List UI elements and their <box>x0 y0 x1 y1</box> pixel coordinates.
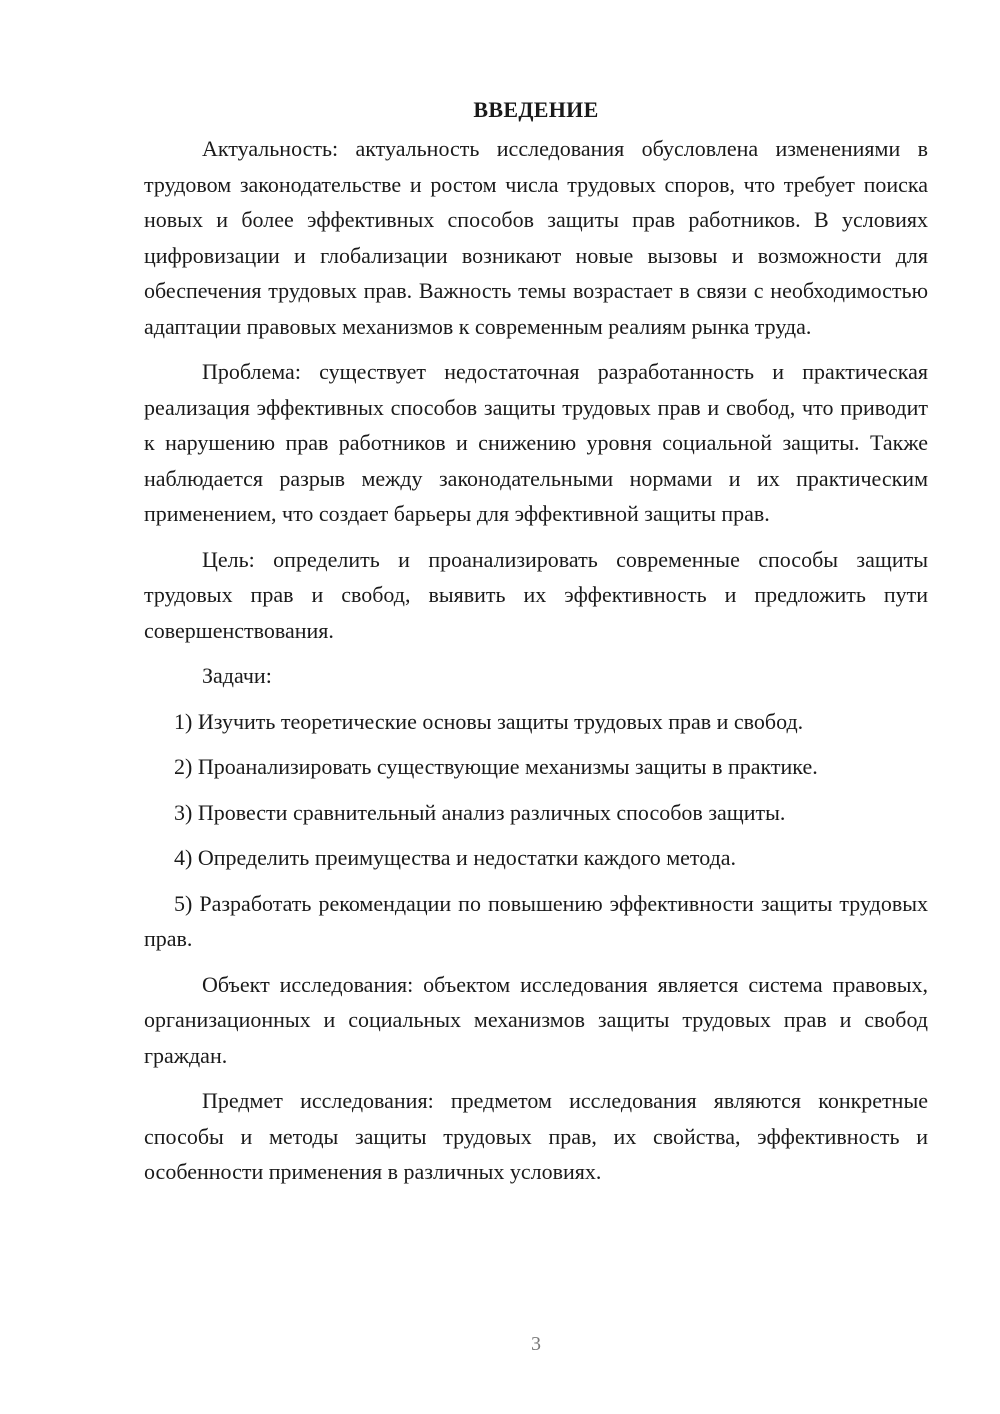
tasks-label: Задачи: <box>202 663 272 688</box>
task-item-4: 4) Определить преимущества и недостатки каждого метода. <box>174 845 737 870</box>
task-item-5: 5) Разработать рекомендации по повышению эффективности защиты трудовых прав. <box>144 890 928 951</box>
page-number: 3 <box>531 1333 541 1355</box>
section-title: ВВЕДЕНИЕ <box>473 97 599 122</box>
document-page <box>144 92 928 1200</box>
paragraph-goal: Цель: определить и проанализировать современные способы защиты трудовых прав и свобод, выявить их эффективность и предложить пути совершенствования. <box>144 546 928 643</box>
task-item-1: 1) Изучить теоретические основы защиты трудовых прав и свобод. <box>174 708 804 734</box>
paragraph-problem: Проблема: существует недостаточная разработанность и практическая реализация эффективных способов защиты трудовых прав и свобод, что приводит к нарушению прав работников и снижению уровня социальной защиты. Также наблюдается разрыв между законодательными нормами и их практическим применением, что создает барьеры для эффективной защиты прав. <box>144 359 928 526</box>
paragraph-relevance: Актуальность: актуальность исследования обусловлена изменениями в трудовом законодательстве и ростом числа трудовых споров, что требует поиска новых и более эффективных способов защиты прав работников. В условиях цифровизации и глобализации возникают новые вызовы и возможности для обеспечения трудовых прав. Важность темы возрастает в связи с необходимостью адаптации правовых механизмов к современным реалиям рынка труда. <box>144 136 928 339</box>
paragraph-subject: Предмет исследования: предметом исследования являются конкретные способы и методы защиты трудовых прав, их свойства, эффективность и особенности применения в различных условиях. <box>144 1088 928 1184</box>
paragraph-object: Объект исследования: объектом исследования является система правовых, организационных и социальных механизмов защиты трудовых прав и свобод граждан. <box>144 971 928 1068</box>
task-item-3: 3) Провести сравнительный анализ различных способов защиты. <box>174 799 786 825</box>
task-item-2: 2) Проанализировать существующие механизмы защиты в практике. <box>174 754 818 779</box>
